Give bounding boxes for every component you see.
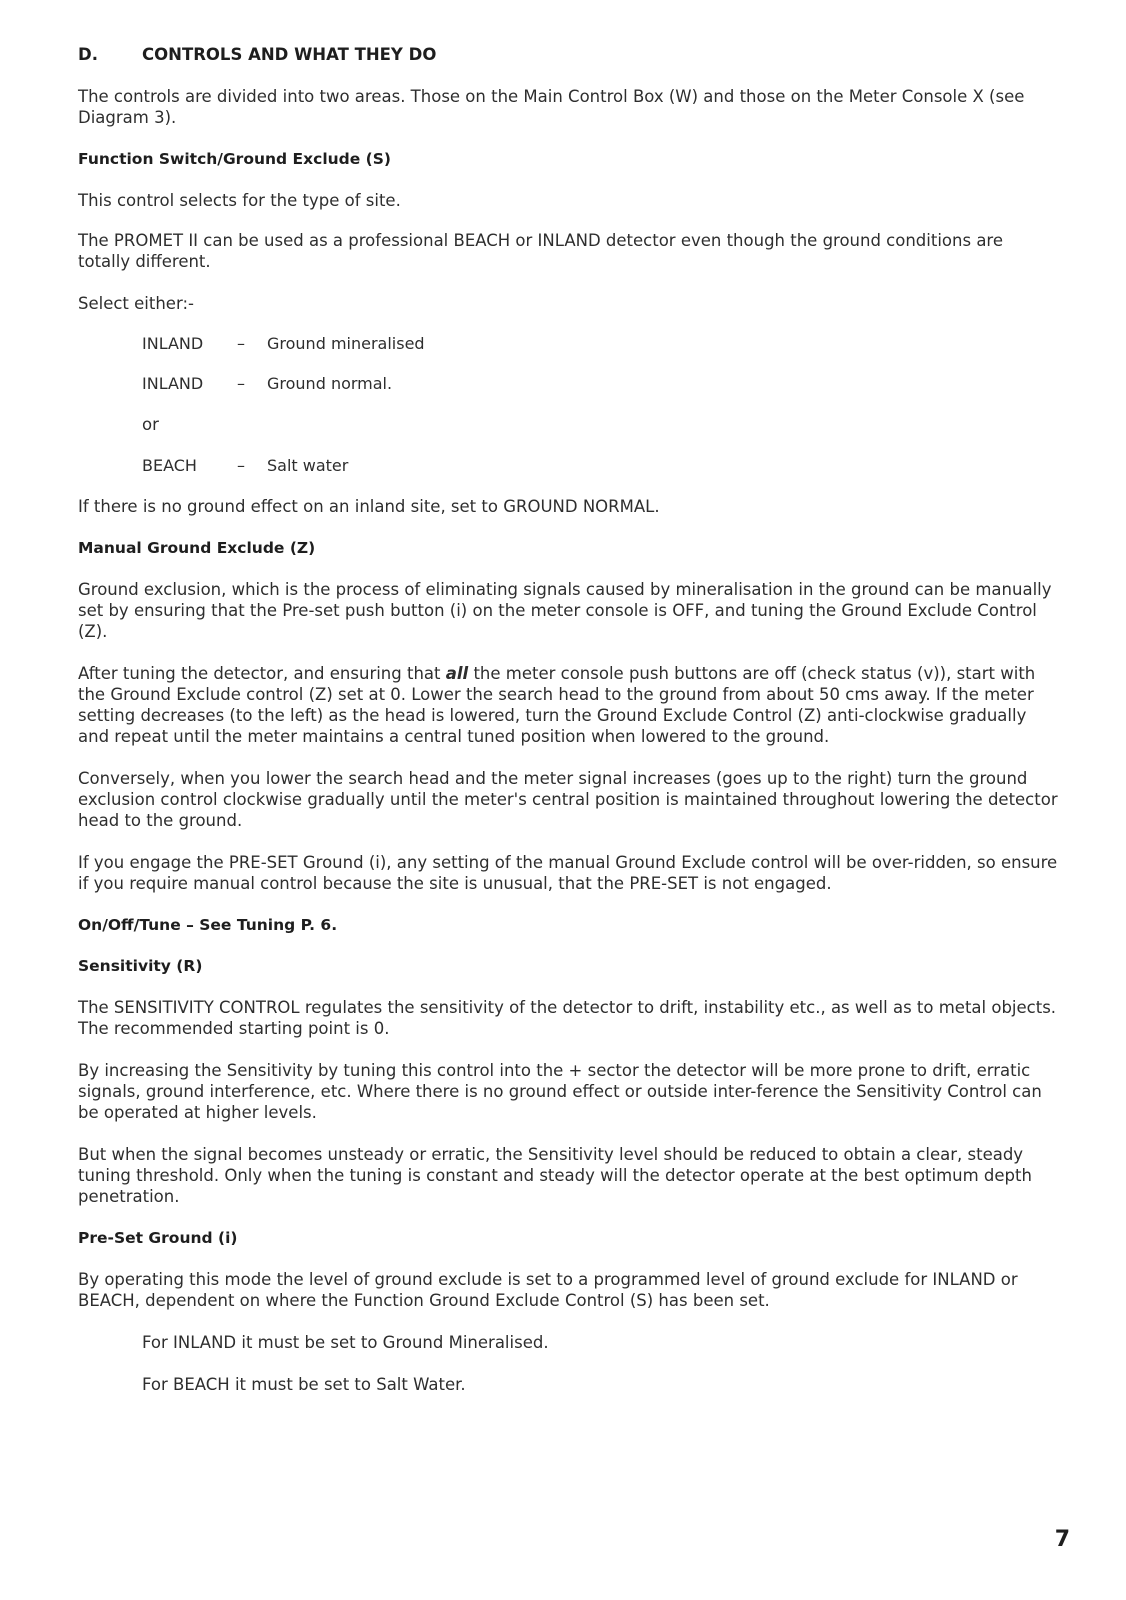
on-off-tune-heading: On/Off/Tune – See Tuning P. 6. bbox=[78, 916, 338, 934]
manual-ground-p1: Ground exclusion, which is the process of eliminating signals caused by mineralisation in the ground can be manually set by ensuring that the Pre-set push button (i) on the meter console is OFF, and tuning the Ground Exclude Control (Z). bbox=[78, 580, 1052, 641]
option-desc: Ground normal. bbox=[267, 374, 393, 393]
section-heading bbox=[78, 44, 1058, 65]
option-dash: – bbox=[237, 456, 245, 475]
or-text: or bbox=[142, 415, 159, 434]
emphasis-all: all bbox=[445, 664, 469, 683]
option-desc: Ground mineralised bbox=[267, 334, 425, 353]
manual-page bbox=[78, 44, 1058, 1395]
manual-ground-p2: After tuning the detector, and ensuring that all the meter console push buttons are off (check status (v)), start with the Ground Exclude control (Z) set at 0. Lower the search head to the ground from about 50 cms away. If the meter setting decreases (to the left) as the head is lowered, turn the Ground Exclude Control (Z) anti-clockwise gradually and repeat until the meter maintains a central tuned position when lowered to the ground. bbox=[78, 664, 1036, 746]
option-key: BEACH bbox=[142, 456, 197, 475]
preset-heading: Pre-Set Ground (i) bbox=[78, 1229, 238, 1247]
page-number: 7 bbox=[1054, 1527, 1070, 1552]
option-key: INLAND bbox=[142, 334, 204, 353]
section-title: CONTROLS AND WHAT THEY DO bbox=[142, 45, 437, 64]
option-desc: Salt water bbox=[267, 456, 349, 475]
option-dash: – bbox=[237, 334, 245, 353]
option-inland-mineralised bbox=[142, 334, 1058, 353]
manual-ground-p3: Conversely, when you lower the search head and the meter signal increases (goes up to the right) turn the ground exclusion control clockwise gradually until the meter's central position is maintained throughout lowering the detector head to the ground. bbox=[78, 769, 1058, 830]
function-switch-p1: This control selects for the type of site. bbox=[78, 191, 401, 210]
section-letter: D. bbox=[78, 45, 98, 64]
manual-ground-p4: If you engage the PRE-SET Ground (i), any setting of the manual Ground Exclude control will be over-ridden, so ensure if you require manual control because the site is unusual, that the PRE-SET is not engaged. bbox=[78, 853, 1058, 893]
option-dash: – bbox=[237, 374, 245, 393]
intro-paragraph: The controls are divided into two areas. Those on the Main Control Box (W) and those on the Meter Console X (see Diagram 3). bbox=[78, 87, 1025, 127]
sensitivity-p3: But when the signal becomes unsteady or erratic, the Sensitivity level should be reduced to obtain a clear, steady tuning threshold. Only when the tuning is constant and steady will the detector operate at the best optimum depth penetration. bbox=[78, 1145, 1032, 1206]
option-beach bbox=[142, 456, 1058, 475]
sensitivity-p1: The SENSITIVITY CONTROL regulates the sensitivity of the detector to drift, instability etc., as well as to metal objects. The recommended starting point is 0. bbox=[78, 998, 1057, 1038]
option-key: INLAND bbox=[142, 374, 204, 393]
preset-p1: By operating this mode the level of ground exclude is set to a programmed level of ground exclude for INLAND or BEACH, dependent on where the Function Ground Exclude Control (S) has been set. bbox=[78, 1270, 1018, 1310]
sensitivity-heading: Sensitivity (R) bbox=[78, 957, 203, 975]
manual-ground-heading: Manual Ground Exclude (Z) bbox=[78, 539, 316, 557]
function-switch-p2: The PROMET II can be used as a professional BEACH or INLAND detector even though the ground conditions are totally different. bbox=[78, 231, 1003, 271]
function-switch-p4: If there is no ground effect on an inland site, set to GROUND NORMAL. bbox=[78, 497, 660, 516]
preset-inland-line: For INLAND it must be set to Ground Mineralised. bbox=[142, 1333, 549, 1352]
option-inland-normal bbox=[142, 374, 1058, 393]
preset-beach-line: For BEACH it must be set to Salt Water. bbox=[142, 1375, 466, 1394]
function-switch-heading: Function Switch/Ground Exclude (S) bbox=[78, 150, 391, 168]
sensitivity-p2: By increasing the Sensitivity by tuning this control into the + sector the detector will be more prone to drift, erratic signals, ground interference, etc. Where there is no ground effect or outside inter-ference the Sensitivity Control can be operated at higher levels. bbox=[78, 1061, 1042, 1122]
select-either: Select either:- bbox=[78, 294, 194, 313]
